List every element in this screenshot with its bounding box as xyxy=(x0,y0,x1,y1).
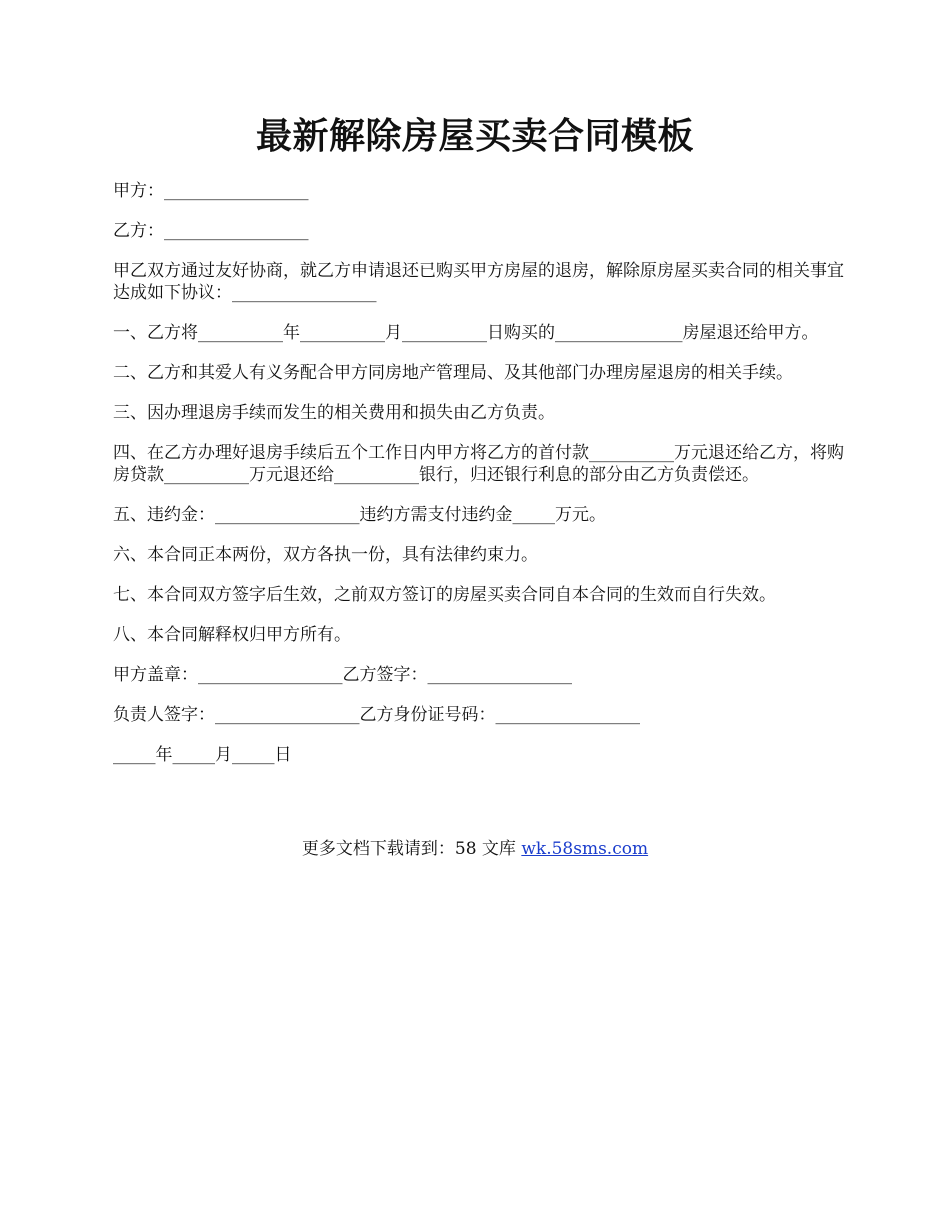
footer-text: 更多文档下载请到：58 文库 xyxy=(301,839,522,859)
document-body xyxy=(113,180,853,784)
party-b-line: 乙方：_________________ xyxy=(113,221,309,241)
clause-4: 四、在乙方办理好退房手续后五个工作日内甲方将乙方的首付款__________万元退还给乙方，将购房贷款__________万元退还给__________银行，归还银行利息的部分由乙方负责偿还。 xyxy=(113,443,844,485)
clause-2: 二、乙方和其爱人有义务配合甲方同房地产管理局、及其他部门办理房屋退房的相关手续。 xyxy=(113,363,793,383)
signature-line-2: 负责人签字：_________________乙方身份证号码：_________________ xyxy=(113,705,640,725)
clause-6: 六、本合同正本两份，双方各执一份，具有法律约束力。 xyxy=(113,545,538,565)
clause-5: 五、违约金：_________________违约方需支付违约金_____万元。 xyxy=(113,505,606,525)
clause-7: 七、本合同双方签字后生效，之前双方签订的房屋买卖合同自本合同的生效而自行失效。 xyxy=(113,585,776,605)
party-a-line: 甲方：_________________ xyxy=(113,181,309,201)
date-line: _____年_____月_____日 xyxy=(113,745,292,765)
agreement-intro: 甲乙双方通过友好协商，就乙方申请退还已购买甲方房屋的退房，解除原房屋买卖合同的相关事宜达成如下协议：_________________ xyxy=(113,261,844,303)
clause-8: 八、本合同解释权归甲方所有。 xyxy=(113,625,351,645)
footer-link[interactable]: wk.58sms.com xyxy=(521,839,649,859)
clause-1: 一、乙方将__________年__________月__________日购买的_______________房屋退还给甲方。 xyxy=(113,323,819,343)
footer xyxy=(0,838,950,860)
signature-line-1: 甲方盖章：_________________乙方签字：_________________ xyxy=(113,665,572,685)
document-title: 最新解除房屋买卖合同模板 xyxy=(255,115,694,157)
clause-3: 三、因办理退房手续而发生的相关费用和损失由乙方负责。 xyxy=(113,403,555,423)
